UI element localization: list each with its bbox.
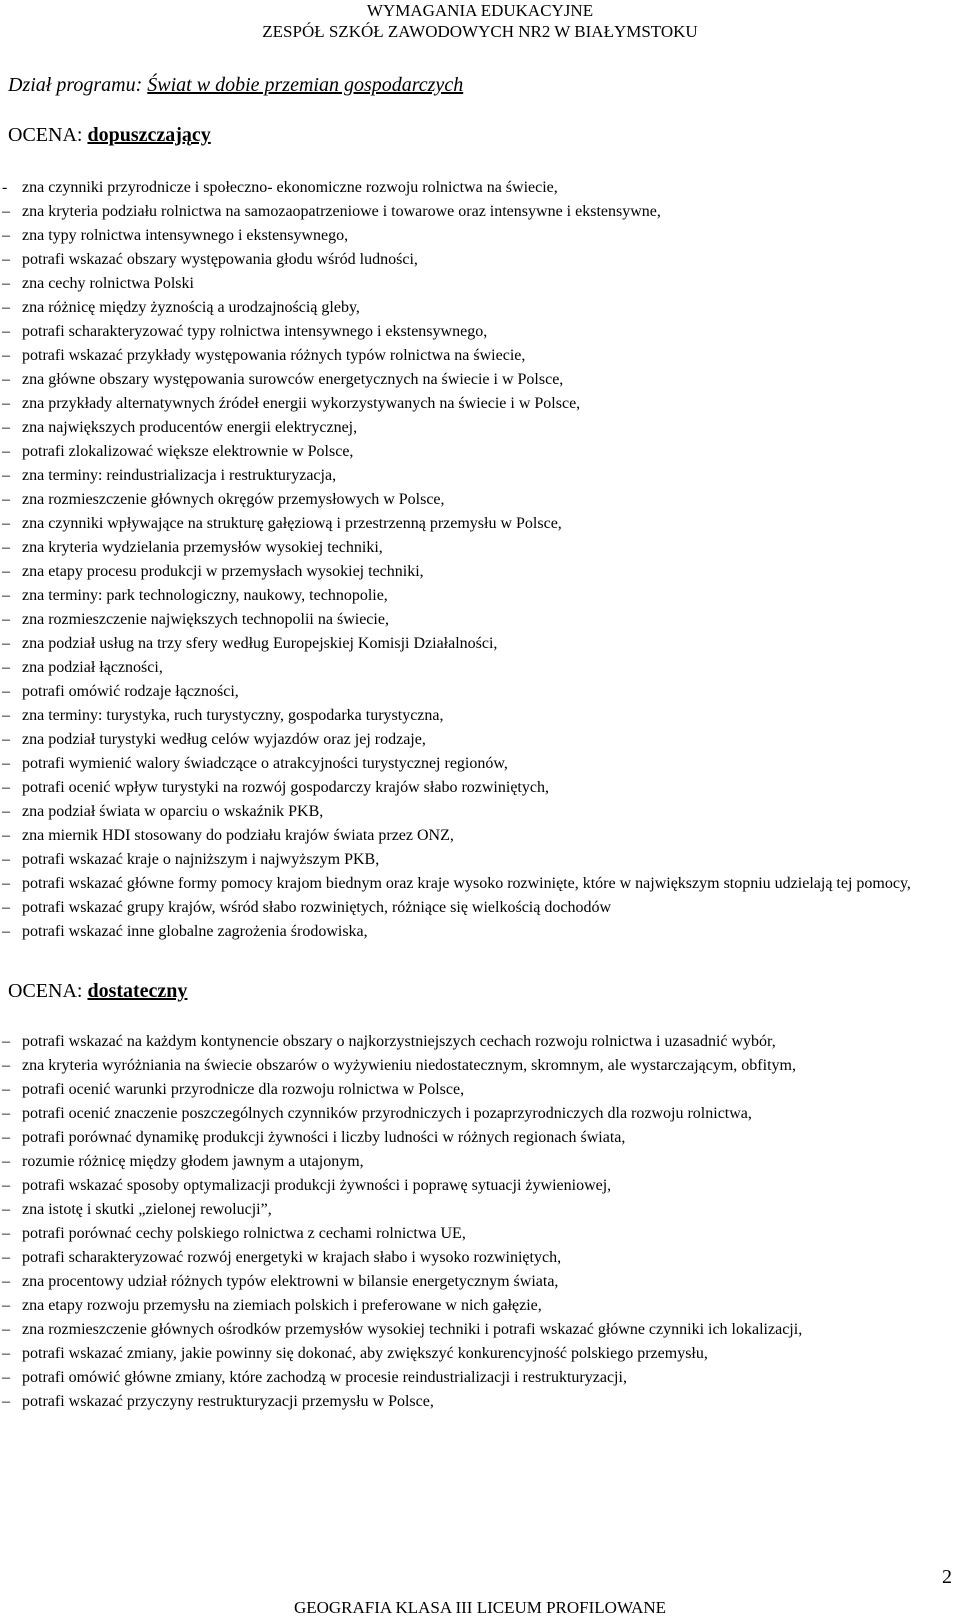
list-item [0, 440, 960, 464]
list-item [0, 1390, 960, 1414]
list-bullet: - [2, 179, 8, 196]
list-item-text: zna czynniki wpływające na strukturę gałęziową i przestrzenną przemysłu w Polsce, [22, 515, 562, 532]
list-bullet: – [2, 1225, 10, 1242]
page-number: 2 [942, 1566, 952, 1588]
list-item-text: potrafi wskazać grupy krajów, wśród słabo rozwiniętych, różniące się wielkością dochodów [22, 899, 611, 916]
list-item-text: potrafi scharakteryzować rozwój energetyki w krajach słabo i wysoko rozwiniętych, [22, 1249, 562, 1266]
list-item-text: potrafi ocenić wpływ turystyki na rozwój gospodarczy krajów słabo rozwiniętych, [22, 779, 549, 796]
list-bullet: – [2, 779, 10, 796]
list-bullet: – [2, 563, 10, 580]
list-bullet: – [2, 515, 10, 532]
list-item [0, 488, 960, 512]
list-item [0, 920, 960, 944]
list-bullet: – [2, 1177, 10, 1194]
list-bullet: – [2, 611, 10, 628]
list-item-text: potrafi zlokalizować większe elektrownie w Polsce, [22, 443, 354, 460]
list-bullet: – [2, 1393, 10, 1410]
list-item-text: zna podział usług na trzy sfery według Europejskiej Komisji Działalności, [22, 635, 498, 652]
list-bullet: – [2, 1297, 10, 1314]
list-item [0, 584, 960, 608]
list-item-text: potrafi wskazać zmiany, jakie powinny się dokonać, aby zwiększyć konkurencyjność polskiego przemysłu, [22, 1345, 708, 1362]
list-bullet: – [2, 323, 10, 340]
list-item-text: potrafi ocenić znaczenie poszczególnych czynników przyrodniczych i pozaprzyrodniczych dla rozwoju rolnictwa, [22, 1105, 752, 1122]
list-bullet: – [2, 1153, 10, 1170]
list-item-text: zna kryteria podziału rolnictwa na samozaopatrzeniowe i towarowe oraz intensywne i ekstensywne, [22, 203, 661, 220]
list-bullet: – [2, 755, 10, 772]
list-bullet: – [2, 827, 10, 844]
list-item [0, 728, 960, 752]
list-item [0, 776, 960, 800]
list-item [0, 632, 960, 656]
list-item [0, 536, 960, 560]
list-item [0, 872, 960, 896]
list-item [0, 1174, 960, 1198]
list-item-text: potrafi wymienić walory świadczące o atrakcyjności turystycznej regionów, [22, 755, 508, 772]
header-title: WYMAGANIA EDUKACYJNE [366, 1, 594, 20]
list-bullet: – [2, 1345, 10, 1362]
list-item [0, 296, 960, 320]
list-bullet: – [2, 1081, 10, 1098]
list-item-text: potrafi wskazać sposoby optymalizacji produkcji żywności i poprawę sytuacji żywieniowej, [22, 1177, 612, 1194]
list-item [0, 272, 960, 296]
list-item-text: zna terminy: turystyka, ruch turystyczny, gospodarka turystyczna, [22, 707, 444, 724]
list-bullet: – [2, 1249, 10, 1266]
list-item-text: zna podział świata w oparciu o wskaźnik PKB, [22, 803, 324, 820]
list-item [0, 1198, 960, 1222]
page-header [0, 0, 960, 42]
list-item-text: zna różnicę między żyznością a urodzajnością gleby, [22, 299, 360, 316]
list-item-text: zna największych producentów energii elektrycznej, [22, 419, 358, 436]
list-item [0, 1054, 960, 1078]
list-item [0, 464, 960, 488]
list-item-text: potrafi omówić główne zmiany, które zachodzą w procesie reindustrializacji i restrukturyzacji, [22, 1369, 627, 1386]
list-item-text: potrafi wskazać na każdym kontynencie obszary o najkorzystniejszych cechach rozwoju rolnictwa i uzasadnić wybór, [22, 1033, 776, 1050]
list-item [0, 680, 960, 704]
list-bullet: – [2, 1273, 10, 1290]
list-bullet: – [2, 1129, 10, 1146]
list-item-text: zna terminy: park technologiczny, naukowy, technopolie, [22, 587, 388, 604]
list-item [0, 320, 960, 344]
list-item [0, 704, 960, 728]
list-item [0, 608, 960, 632]
list-item [0, 1246, 960, 1270]
list-item [0, 1366, 960, 1390]
list-item [0, 224, 960, 248]
list-item-text: potrafi ocenić warunki przyrodnicze dla rozwoju rolnictwa w Polsce, [22, 1081, 465, 1098]
section-value: Świat w dobie przemian gospodarczych [147, 74, 464, 96]
list-item-text: zna podział łączności, [22, 659, 163, 676]
list-bullet: – [2, 683, 10, 700]
list-item-text: potrafi wskazać kraje o najniższym i najwyższym PKB, [22, 851, 380, 868]
list-item-text: potrafi porównać cechy polskiego rolnictwa z cechami rolnictwa UE, [22, 1225, 466, 1242]
section-label: Dział programu: [8, 74, 148, 96]
list-bullet: – [2, 707, 10, 724]
grade-heading-dopuszczajacy [8, 124, 211, 147]
list-bullet: – [2, 1105, 10, 1122]
list-item [0, 1222, 960, 1246]
list-item-text: zna cechy rolnictwa Polski [22, 275, 194, 292]
list-item [0, 176, 960, 200]
list-item [0, 752, 960, 776]
list-item [0, 392, 960, 416]
list-item [0, 248, 960, 272]
list-item [0, 656, 960, 680]
list-item [0, 1318, 960, 1342]
section-heading [8, 74, 463, 97]
list-bullet: – [2, 539, 10, 556]
list-item [0, 368, 960, 392]
list-item [0, 824, 960, 848]
list-item-text: zna miernik HDI stosowany do podziału krajów świata przez ONZ, [22, 827, 454, 844]
list-item [0, 200, 960, 224]
list-bullet: – [2, 227, 10, 244]
list-bullet: – [2, 1033, 10, 1050]
list-item [0, 560, 960, 584]
list-bullet: – [2, 635, 10, 652]
list-bullet: – [2, 395, 10, 412]
list-bullet: – [2, 203, 10, 220]
list-bullet: – [2, 371, 10, 388]
grade-value: dostateczny [87, 980, 188, 1002]
list-item-text: zna istotę i skutki „zielonej rewolucji”, [22, 1201, 272, 1218]
list-bullet: – [2, 851, 10, 868]
list-item-text: zna przykłady alternatywnych źródeł energii wykorzystywanych na świecie i w Polsce, [22, 395, 581, 412]
list-bullet: – [2, 251, 10, 268]
list-item-text: potrafi wskazać inne globalne zagrożenia środowiska, [22, 923, 368, 940]
list-bullet: – [2, 923, 10, 940]
list-bullet: – [2, 803, 10, 820]
list-bullet: – [2, 491, 10, 508]
list-item-text: zna czynniki przyrodnicze i społeczno- ekonomiczne rozwoju rolnictwa na świecie, [22, 179, 558, 196]
list-item-text: zna kryteria wydzielania przemysłów wysokiej techniki, [22, 539, 383, 556]
grade-value: dopuszczający [87, 124, 211, 146]
header-school: ZESPÓŁ SZKÓŁ ZAWODOWYCH NR2 W BIAŁYMSTOKU [262, 22, 698, 41]
list-bullet: – [2, 659, 10, 676]
list-bullet: – [2, 875, 10, 892]
list-bullet: – [2, 1057, 10, 1074]
list-item [0, 1078, 960, 1102]
list-bullet: – [2, 419, 10, 436]
list-item-text: potrafi wskazać przykłady występowania różnych typów rolnictwa na świecie, [22, 347, 526, 364]
list-item [0, 896, 960, 920]
list-item-text: zna terminy: reindustrializacja i restrukturyzacja, [22, 467, 337, 484]
list-item-text: zna rozmieszczenie głównych ośrodków przemysłów wysokiej techniki i potrafi wskazać główne czynniki ich lokalizacji, [22, 1321, 803, 1338]
list-item [0, 416, 960, 440]
list-item [0, 1270, 960, 1294]
list-item-text: zna etapy procesu produkcji w przemysłach wysokiej techniki, [22, 563, 424, 580]
list-item-text: zna kryteria wyróżniania na świecie obszarów o wyżywieniu niedostatecznym, skromnym, ale wystarczającym, obfitym, [22, 1057, 796, 1074]
list-item [0, 1102, 960, 1126]
list-bullet: – [2, 467, 10, 484]
grade-label: OCENA: [8, 980, 88, 1002]
list-item-text: potrafi wskazać główne formy pomocy krajom biednym oraz kraje wysoko rozwinięte, które w największym stopniu udzielają tej pomocy, [22, 875, 911, 892]
list-item-text: zna główne obszary występowania surowców energetycznych na świecie i w Polsce, [22, 371, 564, 388]
page-footer: GEOGRAFIA KLASA III LICEUM PROFILOWANE [293, 1598, 667, 1617]
list-item-text: zna procentowy udział różnych typów elektrowni w bilansie energetycznym świata, [22, 1273, 559, 1290]
list-item-text: potrafi porównać dynamikę produkcji żywności i liczby ludności w różnych regionach świata, [22, 1129, 626, 1146]
list-item-text: potrafi scharakteryzować typy rolnictwa intensywnego i ekstensywnego, [22, 323, 488, 340]
list-item [0, 1342, 960, 1366]
list-bullet: – [2, 443, 10, 460]
requirements-list-dostateczny [0, 1030, 960, 1414]
list-bullet: – [2, 275, 10, 292]
list-item-text: zna rozmieszczenie głównych okręgów przemysłowych w Polsce, [22, 491, 445, 508]
grade-heading-dostateczny [8, 980, 187, 1003]
list-bullet: – [2, 587, 10, 604]
list-item [0, 344, 960, 368]
list-item [0, 512, 960, 536]
list-item-text: potrafi wskazać przyczyny restrukturyzacji przemysłu w Polsce, [22, 1393, 434, 1410]
list-item [0, 1126, 960, 1150]
list-item-text: zna etapy rozwoju przemysłu na ziemiach polskich i preferowane w nich gałęzie, [22, 1297, 542, 1314]
list-bullet: – [2, 899, 10, 916]
list-item-text: zna podział turystyki według celów wyjazdów oraz jej rodzaje, [22, 731, 426, 748]
list-item-text: zna typy rolnictwa intensywnego i ekstensywnego, [22, 227, 349, 244]
list-bullet: – [2, 1321, 10, 1338]
requirements-list-dopuszczajacy [0, 176, 960, 944]
list-bullet: – [2, 1369, 10, 1386]
list-item-text: zna rozmieszczenie największych technopolii na świecie, [22, 611, 389, 628]
list-item [0, 800, 960, 824]
grade-label: OCENA: [8, 124, 88, 146]
list-item [0, 1150, 960, 1174]
list-item-text: rozumie różnicę między głodem jawnym a utajonym, [22, 1153, 364, 1170]
list-item [0, 1294, 960, 1318]
list-item [0, 848, 960, 872]
list-bullet: – [2, 347, 10, 364]
list-item [0, 1030, 960, 1054]
list-item-text: potrafi omówić rodzaje łączności, [22, 683, 239, 700]
list-bullet: – [2, 299, 10, 316]
list-bullet: – [2, 1201, 10, 1218]
list-bullet: – [2, 731, 10, 748]
list-item-text: potrafi wskazać obszary występowania głodu wśród ludności, [22, 251, 418, 268]
